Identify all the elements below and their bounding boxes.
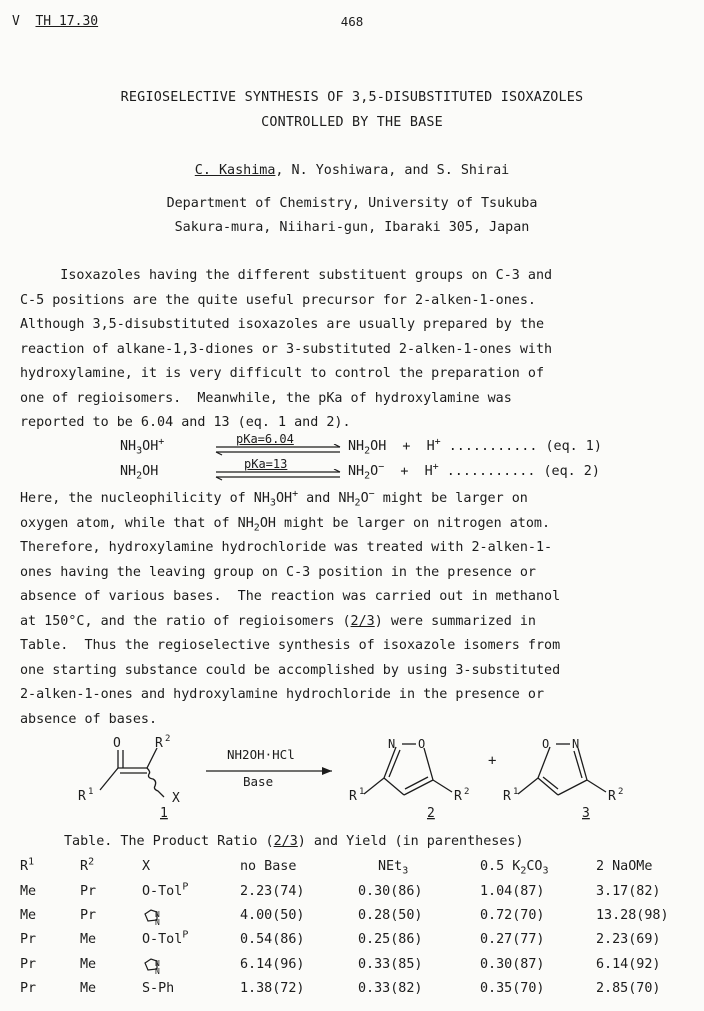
col-header-r1: $R^1$ bbox=[20, 856, 35, 874]
cell-r1: Pr bbox=[20, 980, 37, 996]
scheme-plus: + bbox=[488, 753, 497, 769]
c2-r2-sup: 2 bbox=[464, 787, 470, 797]
col-header-r2: $R^2$ bbox=[80, 856, 95, 874]
c2-n: N bbox=[388, 737, 396, 751]
cell-naome: 2.85(70) bbox=[596, 980, 661, 996]
eq2-arrow-label: pKa=13 bbox=[244, 457, 288, 471]
c1-r2-sup: 2 bbox=[165, 734, 171, 744]
cell-nobase: 6.14(96) bbox=[240, 956, 305, 972]
c2-r1: R bbox=[349, 789, 357, 804]
cell-nobase: 1.38(72) bbox=[240, 980, 305, 996]
margin-mark: V bbox=[12, 14, 20, 29]
equation-2: $NH_2OH$ bbox=[120, 464, 159, 482]
author-first: C. Kashima bbox=[194, 163, 276, 178]
page-number: 468 bbox=[340, 14, 364, 29]
col-header-x: X bbox=[142, 859, 151, 874]
title-line-1: REGIOSELECTIVE SYNTHESIS OF 3,5-DISUBSTITUTED ISOXAZOLES bbox=[120, 90, 584, 105]
c1-r1-sup: 1 bbox=[88, 787, 94, 797]
c3-r1: R bbox=[503, 789, 511, 804]
reagent-label: NH2OH·HCl bbox=[227, 747, 295, 762]
compound-2-label: 2 bbox=[427, 806, 435, 821]
author-rest: , N. Yoshiwara, and S. Shirai bbox=[275, 163, 510, 178]
cell-net3: 0.28(50) bbox=[358, 908, 423, 924]
compound-1-label: 1 bbox=[160, 806, 168, 821]
cell-net3: 0.30(86) bbox=[358, 884, 423, 899]
cell-naome: 3.17(82) bbox=[596, 884, 661, 899]
pyrazolyl-icon bbox=[142, 908, 164, 926]
cell-r2: Me bbox=[80, 932, 97, 948]
cell-r2: Pr bbox=[80, 884, 97, 899]
svg-text:N: N bbox=[155, 918, 160, 927]
cell-k2co3: 1.04(87) bbox=[480, 884, 545, 899]
p2-end-line-1: Table. Thus the regioselective synthesis of isoxazole isomers from bbox=[20, 638, 561, 653]
p1-line-1: Isoxazoles having the different substituent groups on C-3 and bbox=[20, 268, 553, 283]
p2-rest-line-2: ones having the leaving group on C-3 position in the presence or bbox=[20, 564, 536, 580]
cell-k2co3: 0.30(87) bbox=[480, 956, 545, 972]
cell-k2co3: 0.72(70) bbox=[480, 908, 545, 924]
c3-n: N bbox=[572, 737, 580, 751]
reaction-scheme bbox=[0, 728, 704, 832]
cell-nobase: 4.00(50) bbox=[240, 908, 305, 924]
authors bbox=[0, 163, 704, 178]
eq1-arrow-label: pKa=6.04 bbox=[236, 432, 294, 446]
cell-x: O-Tol$^P$ bbox=[142, 929, 189, 948]
p2-line-1: Here, the nucleophilicity of $NH_3OH^+$ and $NH_2O^-$ might be larger on bbox=[20, 488, 528, 509]
cell-x bbox=[142, 957, 164, 976]
p2-rest-line-1: Therefore, hydroxylamine hydrochloride was treated with 2-alken-1- bbox=[20, 540, 553, 555]
cell-r2: Me bbox=[80, 956, 97, 972]
cell-r2: Me bbox=[80, 980, 97, 996]
p1-line-5: hydroxylamine, it is very difficult to control the preparation of bbox=[20, 366, 545, 381]
col-header-nobase: no Base bbox=[240, 859, 297, 874]
compound-1 bbox=[100, 748, 164, 797]
cell-naome: 2.23(69) bbox=[596, 932, 661, 948]
cell-x: S-Ph bbox=[142, 980, 175, 996]
svg-text:N: N bbox=[155, 910, 160, 920]
table-caption: Table. The Product Ratio (2/3) and Yield (in parentheses) bbox=[64, 834, 524, 849]
p1-line-3: Although 3,5-disubstituted isoxazoles are usually prepared by the bbox=[20, 317, 545, 332]
cell-r1: Pr bbox=[20, 932, 37, 948]
c1-r2: R bbox=[155, 736, 163, 751]
c2-o: O bbox=[418, 737, 426, 751]
cell-r1: Me bbox=[20, 884, 37, 899]
cell-r1: Me bbox=[20, 908, 37, 924]
cell-net3: 0.33(82) bbox=[358, 980, 423, 996]
cell-naome: 13.28(98) bbox=[596, 908, 669, 924]
cell-nobase: 2.23(74) bbox=[240, 884, 305, 899]
session-code-text: TH 17.30 bbox=[35, 14, 99, 29]
p2-end-line-2: one starting substance could be accomplished by using 3-substituted bbox=[20, 662, 561, 678]
cell-nobase: 0.54(86) bbox=[240, 932, 305, 948]
col-header-k2co3: 0.5 $K_2CO_3$ bbox=[480, 859, 549, 877]
pyrazolyl-icon bbox=[142, 957, 164, 975]
equation-1: $NH_3OH^+$ bbox=[120, 436, 165, 457]
p1-line-6: one of regioisomers. Meanwhile, the pKa of hydroxylamine was bbox=[20, 390, 512, 406]
condition-label: Base bbox=[243, 774, 274, 789]
affiliation-line-1: Department of Chemistry, University of Tsukuba bbox=[166, 196, 538, 211]
c3-r1-sup: 1 bbox=[513, 787, 519, 797]
compound-2 bbox=[364, 744, 452, 795]
c1-oxygen: O bbox=[113, 736, 121, 751]
c2-r1-sup: 1 bbox=[359, 787, 365, 797]
svg-text:N: N bbox=[155, 966, 160, 975]
cell-r1: Pr bbox=[20, 956, 37, 972]
col-header-net3: NEt$_3$ bbox=[378, 859, 409, 877]
p2-end-line-3: 2-alken-1-ones and hydroxylamine hydrochloride in the presence or bbox=[20, 687, 545, 702]
c3-r2-sup: 2 bbox=[618, 787, 624, 797]
p1-line-2: C-5 positions are the quite useful precursor for 2-alken-1-ones. bbox=[20, 292, 536, 308]
compound-3-label: 3 bbox=[582, 806, 590, 821]
svg-text:N: N bbox=[155, 958, 160, 968]
affiliation-line-2: Sakura-mura, Niihari-gun, Ibaraki 305, Japan bbox=[174, 220, 530, 235]
c1-x: X bbox=[172, 791, 180, 806]
p2-end-line-4: absence of bases. bbox=[20, 711, 158, 727]
p1-line-7: reported to be 6.04 and 13 (eq. 1 and 2). bbox=[20, 415, 351, 430]
c3-r2: R bbox=[608, 789, 616, 804]
p1-line-4: reaction of alkane-1,3-diones or 3-substituted 2-alken-1-ones with bbox=[20, 341, 553, 357]
eq1-equilibrium-arrow bbox=[214, 444, 342, 456]
eq2-equilibrium-arrow bbox=[214, 469, 342, 481]
cell-x: O-Tol$^P$ bbox=[142, 881, 189, 899]
p2-line-2: oxygen atom, while that of $NH_2OH$ might be larger on nitrogen atom. bbox=[20, 516, 551, 534]
cell-x bbox=[142, 908, 164, 927]
c2-r2: R bbox=[454, 789, 462, 804]
p2-rest-line-3: absence of various bases. The reaction was carried out in methanol bbox=[20, 589, 561, 604]
c3-o: O bbox=[542, 737, 550, 751]
eq1-products: $NH_2OH + H^+$ ........... (eq. 1) bbox=[348, 436, 602, 457]
cell-naome: 6.14(92) bbox=[596, 956, 661, 972]
compound-3 bbox=[518, 744, 606, 795]
title-line-2: CONTROLLED BY THE BASE bbox=[261, 115, 443, 130]
p2-ratio-line: at 150°C, and the ratio of regioisomers (2/3) were summarized in bbox=[20, 614, 536, 629]
cell-k2co3: 0.27(77) bbox=[480, 932, 545, 948]
cell-k2co3: 0.35(70) bbox=[480, 980, 545, 996]
c1-r1: R bbox=[78, 789, 86, 804]
col-header-naome: 2 NaOMe bbox=[596, 859, 653, 874]
eq2-products: $NH_2O^- + H^+$ ........... (eq. 2) bbox=[348, 461, 600, 482]
cell-r2: Pr bbox=[80, 908, 97, 924]
cell-net3: 0.25(86) bbox=[358, 932, 423, 948]
cell-net3: 0.33(85) bbox=[358, 956, 423, 972]
